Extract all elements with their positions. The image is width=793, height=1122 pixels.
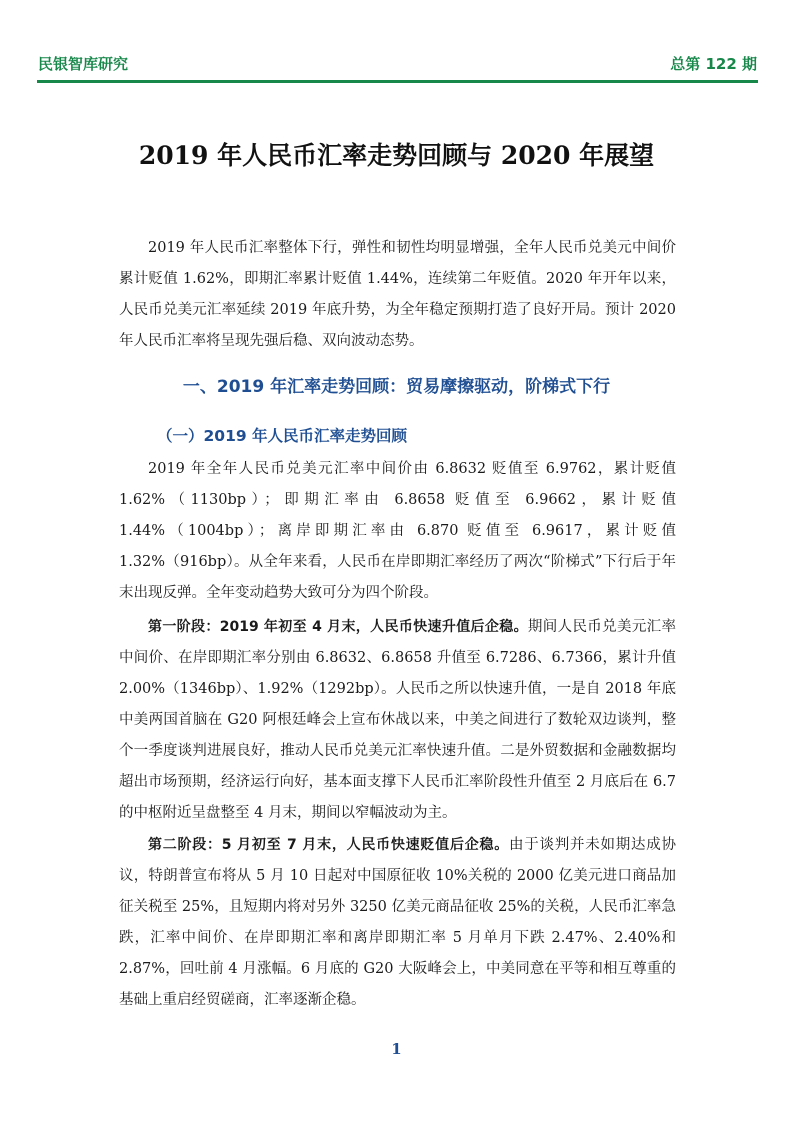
section-heading-1: 一、2019 年汇率走势回顾：贸易摩擦驱动，阶梯式下行 [182,377,611,397]
stage1-text: 期间人民币兑美元汇率中间价、在岸即期汇率分别由 6.8632、6.8658 升值至 6.7286、6.7366，累计升值 2.00%（1346bp）、1.92%（1292bp）。人民币之所以快速升值，一是自 2018 年底中美两国首脑在 G20 阿根廷峰会上宣布休战以来，中美之间进行了数轮双边谈判，整个一季度谈判进展良好，推动人民币兑美元汇率快速升值。二是外贸数据和金融数据均超出市场预期，经济运行向好，基本面支撑下人民币汇率阶段性升值至 2 月底后在 6.7 的中枢附近呈盘整至 4 月末，期间以窄幅波动为主。 [119,619,677,821]
stage1-label: 第一阶段：2019 年初至 4 月末，人民币快速升值后企稳。 [148,619,528,635]
document-title: 2019 年人民币汇率走势回顾与 2020 年展望 [138,141,655,170]
stage2-label: 第二阶段：5 月初至 7 月末，人民币快速贬值后企稳。 [148,837,509,853]
subsection-heading-1: （一）2019 年人民币汇率走势回顾 [157,427,408,445]
body-paragraph-1: 2019 年全年人民币兑美元汇率中间价由 6.8632 贬值至 6.9762，累计贬值 1.62%（1130bp）；即期汇率由 6.8658 贬值至 6.9662，累计贬值 1.44%（1004bp）；离岸即期汇率由 6.870 贬值至 6.9617，累计贬值 1.32%（916bp）。从全年来看，人民币在岸即期汇率经历了两次“阶梯式”下行后于年末出现反弹。全年变动趋势大致可分为四个阶段。 [119,461,676,601]
stage1-paragraph [119,612,676,829]
issue-number: 总第 122 期 [670,55,757,73]
stage2-text: 由于谈判并未如期达成协议，特朗普宣布将从 5 月 10 日起对中国原征收 10%关税的 2000 亿美元进口商品加征关税至 25%，且短期内将对另外 3250 亿美元商品征收 25%的关税，人民币汇率急跌，汇率中间价、在岸即期汇率和离岸即期汇率 5 月单月下跌 2.47%、2.40%和 2.87%，回吐前 4 月涨幅。6 月底的 G20 大阪峰会上，中美同意在平等和相互尊重的基础上重启经贸磋商，汇率逐渐企稳。 [119,837,677,1008]
publication-name: 民银智库研究 [38,55,129,73]
header-divider [37,80,758,83]
intro-paragraph: 2019 年人民币汇率整体下行，弹性和韧性均明显增强，全年人民币兑美元中间价累计贬值 1.62%，即期汇率累计贬值 1.44%，连续第二年贬值。2020 年开年以来，人民币兑美元汇率延续 2019 年底升势，为全年稳定预期打造了良好开局。预计 2020 年人民币汇率将呈现先强后稳、双向波动态势。 [119,240,676,349]
stage2-paragraph [119,830,676,1016]
page-number: 1 [391,1040,402,1058]
